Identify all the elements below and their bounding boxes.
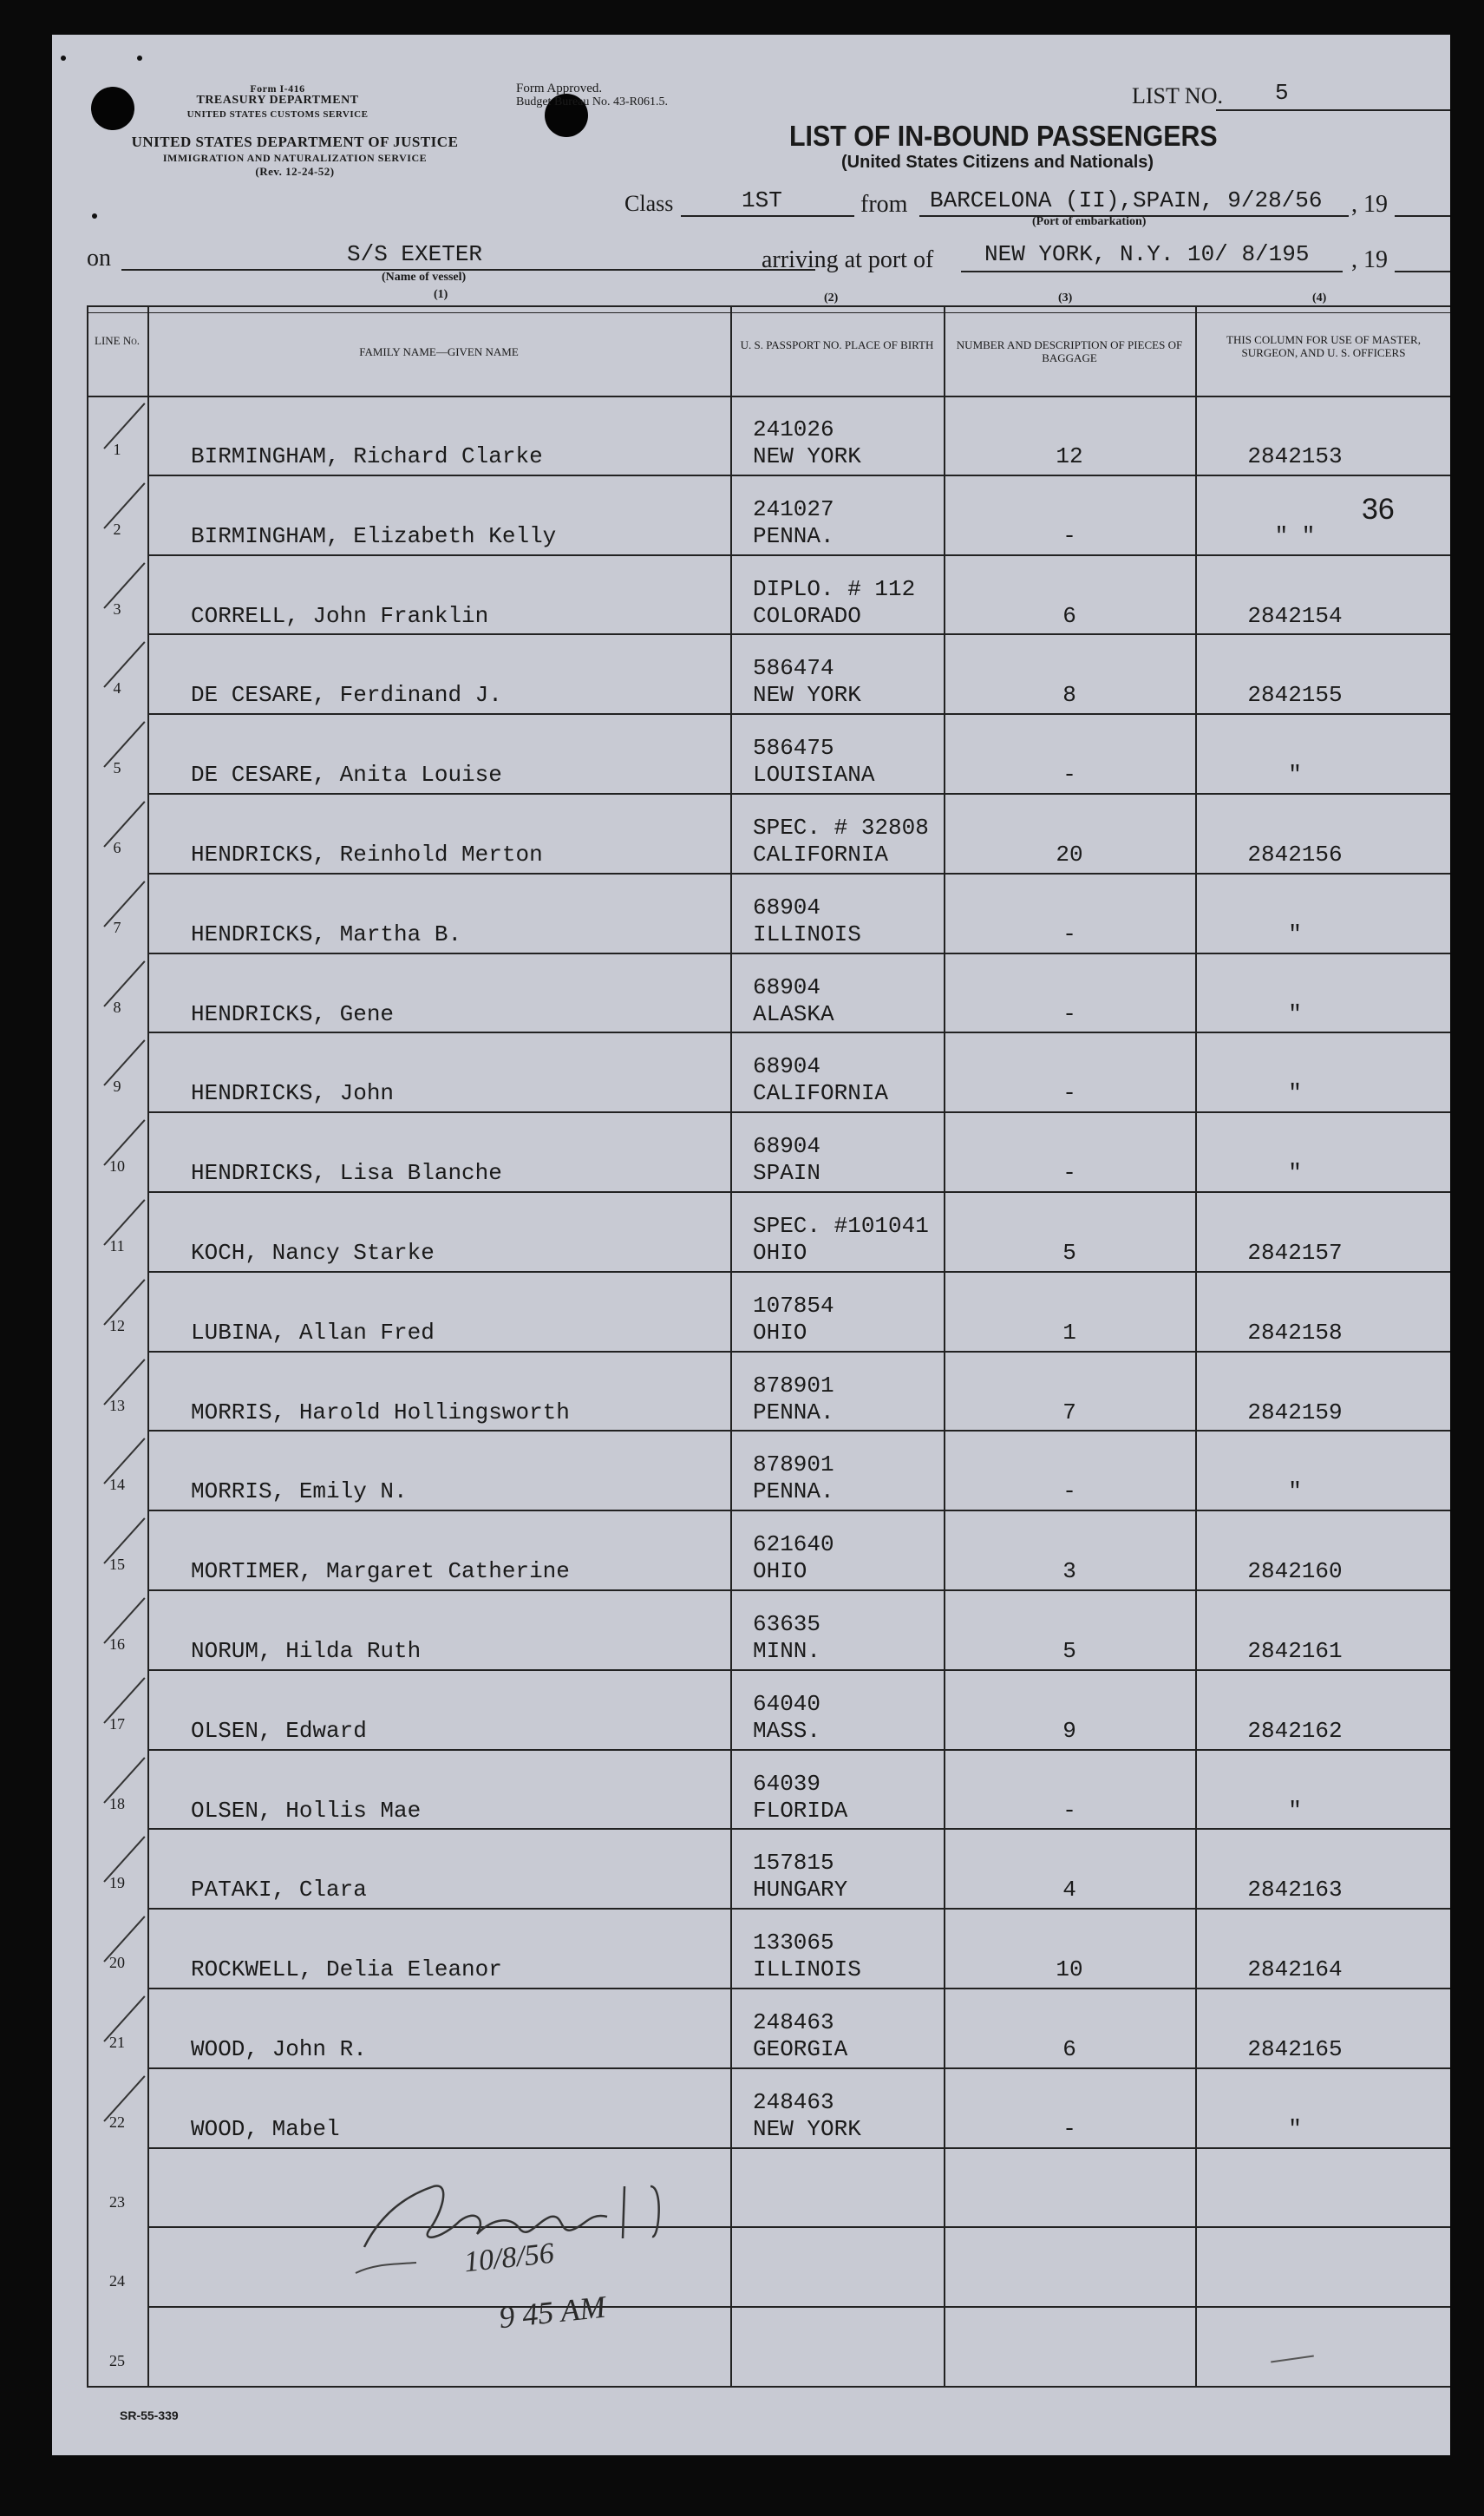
vessel-name: S/S EXETER — [347, 241, 483, 267]
officer-number: " — [1288, 1160, 1302, 1187]
place-of-birth: OHIO — [753, 1319, 807, 1346]
header-bottom-border — [87, 396, 1450, 397]
column-number-1: (1) — [434, 288, 448, 301]
baggage-count: 10 — [1056, 1956, 1083, 1983]
line-number: 23 — [109, 2192, 125, 2211]
row-divider — [147, 1669, 1450, 1671]
row-divider — [147, 2226, 1450, 2228]
place-of-birth: MINN. — [753, 1638, 821, 1664]
footer-form-code: SR-55-339 — [120, 2408, 179, 2422]
passport-number: 241026 — [753, 416, 834, 442]
officer-number: " — [1288, 1478, 1302, 1505]
line-number: 2 — [113, 520, 121, 538]
baggage-count: 8 — [1062, 682, 1076, 709]
place-of-birth: NEW YORK — [753, 682, 861, 709]
handwritten-count: 36 — [1362, 493, 1395, 526]
baggage-count: 9 — [1062, 1717, 1076, 1744]
officer-number: " — [1288, 1080, 1302, 1107]
line-number: 12 — [109, 1316, 125, 1334]
officer-number: " — [1288, 921, 1302, 947]
class-label: Class — [624, 191, 674, 216]
line-number: 13 — [109, 1396, 125, 1414]
port-of-embarkation: BARCELONA (II),SPAIN, 9/28/56 — [930, 187, 1323, 213]
row-divider — [147, 1191, 1450, 1193]
officer-number: 2842155 — [1247, 682, 1343, 709]
row-divider — [147, 1271, 1450, 1273]
passport-number: 157815 — [753, 1850, 834, 1877]
line-number: 22 — [109, 2113, 125, 2131]
form-approved: Form Approved. — [516, 82, 603, 95]
port-embarkation-label: (Port of embarkation) — [1032, 215, 1147, 228]
line-number: 1 — [113, 441, 121, 458]
line-number: 18 — [109, 1794, 125, 1812]
baggage-count: - — [1062, 2115, 1076, 2142]
passport-number: 621640 — [753, 1531, 834, 1558]
list-number-value: 5 — [1275, 80, 1289, 106]
line-number: 14 — [109, 1476, 125, 1494]
passenger-name: HENDRICKS, Reinhold Merton — [191, 842, 543, 868]
passport-number: 68904 — [753, 1053, 821, 1080]
passport-number: 586475 — [753, 735, 834, 762]
passenger-name: CORRELL, John Franklin — [191, 602, 489, 629]
passport-number: 133065 — [753, 1930, 834, 1956]
row-divider — [147, 554, 1450, 556]
passport-number: 878901 — [753, 1372, 834, 1399]
row-divider — [147, 1111, 1450, 1113]
line-number: 19 — [109, 1874, 125, 1892]
speck-mark — [61, 56, 66, 61]
baggage-count: - — [1062, 1080, 1076, 1107]
column-divider — [147, 305, 149, 2388]
place-of-birth: ILLINOIS — [753, 921, 861, 947]
place-of-birth: OHIO — [753, 1240, 807, 1266]
arriving-label: arriving at port of — [762, 246, 934, 273]
officer-number: " " — [1274, 522, 1316, 549]
officer-number: 2842158 — [1247, 1319, 1343, 1346]
row-divider — [147, 633, 1450, 635]
passport-number: 586474 — [753, 655, 834, 682]
place-of-birth: SPAIN — [753, 1160, 821, 1187]
immigration-service: IMMIGRATION AND NATURALIZATION SERVICE — [162, 152, 428, 164]
baggage-count: 6 — [1062, 602, 1076, 629]
baggage-count: - — [1062, 1478, 1076, 1505]
passenger-name: WOOD, Mabel — [191, 2115, 340, 2142]
arrival-underline — [961, 271, 1343, 272]
place-of-birth: FLORIDA — [753, 1797, 848, 1824]
vessel-name-label: (Name of vessel) — [382, 271, 467, 284]
column-number-4: (4) — [1312, 292, 1327, 305]
passenger-name: HENDRICKS, John — [191, 1080, 395, 1107]
form-revision: (Rev. 12-24-52) — [255, 165, 335, 178]
passenger-name: OLSEN, Hollis Mae — [191, 1797, 422, 1824]
line-number: 17 — [109, 1714, 125, 1733]
arrival-port-date: NEW YORK, N.Y. 10/ 8/195 — [984, 241, 1310, 267]
passport-number: SPEC. #101041 — [753, 1213, 929, 1239]
row-divider — [147, 873, 1450, 875]
customs-service: UNITED STATES CUSTOMS SERVICE — [186, 109, 369, 120]
year-suffix: , 19 — [1351, 246, 1388, 273]
officer-number: 2842161 — [1247, 1638, 1343, 1664]
year-underline — [1395, 215, 1450, 217]
place-of-birth: MASS. — [753, 1717, 821, 1744]
line-number: 10 — [109, 1157, 125, 1176]
column-number-2: (2) — [824, 292, 839, 305]
speck-mark — [137, 56, 142, 61]
header-baggage: NUMBER AND DESCRIPTION OF PIECES OF BAGGAGE — [956, 338, 1183, 364]
passenger-name: MORTIMER, Margaret Catherine — [191, 1558, 570, 1585]
passport-number: 68904 — [753, 894, 821, 921]
officer-number: " — [1288, 1000, 1302, 1027]
passenger-name: NORUM, Hilda Ruth — [191, 1638, 422, 1664]
passenger-name: MORRIS, Emily N. — [191, 1478, 408, 1505]
baggage-count: - — [1062, 762, 1076, 789]
baggage-count: - — [1062, 1797, 1076, 1824]
row-divider — [147, 2147, 1450, 2149]
passport-number: 107854 — [753, 1292, 834, 1319]
class-underline — [681, 215, 854, 217]
line-number: 21 — [109, 2034, 125, 2051]
baggage-count: 6 — [1062, 2036, 1076, 2062]
line-number: 9 — [113, 1078, 121, 1096]
on-label: on — [87, 245, 111, 272]
passport-number: 248463 — [753, 2009, 834, 2035]
passport-number: 64039 — [753, 1770, 821, 1797]
place-of-birth: CALIFORNIA — [753, 1080, 889, 1107]
passenger-name: MORRIS, Harold Hollingsworth — [191, 1399, 570, 1425]
baggage-count: 3 — [1062, 1558, 1076, 1585]
row-divider — [147, 1430, 1450, 1432]
punch-hole-left — [91, 87, 134, 130]
officer-number: 2842160 — [1247, 1558, 1343, 1585]
row-divider — [147, 1032, 1450, 1033]
officer-number: 2842154 — [1247, 602, 1343, 629]
place-of-birth: ILLINOIS — [753, 1956, 861, 1983]
vessel-underline — [121, 269, 815, 271]
passenger-name: DE CESARE, Ferdinand J. — [191, 682, 502, 709]
place-of-birth: LOUISIANA — [753, 762, 875, 789]
treasury-department: TREASURY DEPARTMENT — [196, 94, 359, 107]
baggage-count: - — [1062, 1160, 1076, 1187]
year-suffix: , 19 — [1351, 191, 1388, 218]
line-number: 5 — [113, 759, 121, 777]
row-divider — [147, 1908, 1450, 1910]
passenger-name: BIRMINGHAM, Richard Clarke — [191, 443, 543, 469]
row-divider — [147, 1510, 1450, 1511]
officer-number: 2842159 — [1247, 1399, 1343, 1425]
row-divider — [147, 713, 1450, 715]
form-number: Form I-416 — [250, 82, 305, 95]
passenger-name: HENDRICKS, Martha B. — [191, 921, 462, 947]
header-line-no: LINE No. — [95, 334, 140, 347]
passport-number: 64040 — [753, 1690, 821, 1717]
officer-number: 2842164 — [1247, 1956, 1343, 1983]
passport-number: 248463 — [753, 2088, 834, 2115]
document-sheet — [52, 35, 1450, 2455]
passport-number: SPEC. # 32808 — [753, 815, 929, 841]
row-divider — [147, 953, 1450, 954]
passport-number: 878901 — [753, 1451, 834, 1478]
passport-number: 68904 — [753, 973, 821, 1000]
place-of-birth: PENNA. — [753, 1399, 834, 1425]
column-number-3: (3) — [1058, 292, 1073, 305]
line-number: 16 — [109, 1635, 125, 1653]
passenger-name: LUBINA, Allan Fred — [191, 1319, 435, 1346]
passenger-name: WOOD, John R. — [191, 2036, 367, 2062]
officer-number: " — [1288, 762, 1302, 789]
line-number: 25 — [109, 2352, 125, 2370]
table-top-border — [87, 305, 1450, 307]
passenger-name: ROCKWELL, Delia Eleanor — [191, 1956, 502, 1983]
line-number: 7 — [113, 918, 121, 936]
place-of-birth: NEW YORK — [753, 2115, 861, 2142]
place-of-birth: OHIO — [753, 1558, 807, 1585]
place-of-birth: PENNA. — [753, 522, 834, 549]
row-divider — [147, 793, 1450, 795]
officer-number: 2842163 — [1247, 1877, 1343, 1903]
baggage-count: 1 — [1062, 1319, 1076, 1346]
passenger-name: BIRMINGHAM, Elizabeth Kelly — [191, 522, 557, 549]
officer-number: " — [1288, 2115, 1302, 2142]
passport-number: 241027 — [753, 495, 834, 522]
department-of-justice: UNITED STATES DEPARTMENT OF JUSTICE — [131, 134, 459, 150]
baggage-count: - — [1062, 1000, 1076, 1027]
passenger-name: DE CESARE, Anita Louise — [191, 762, 502, 789]
place-of-birth: HUNGARY — [753, 1877, 848, 1903]
from-label: from — [860, 191, 908, 218]
passport-number: 63635 — [753, 1611, 821, 1637]
baggage-count: 12 — [1056, 443, 1083, 469]
budget-bureau-number: Budget Bureau No. 43-R061.5. — [516, 95, 668, 108]
line-number: 24 — [109, 2272, 125, 2290]
officer-number: 2842156 — [1247, 842, 1343, 868]
place-of-birth: GEORGIA — [753, 2036, 848, 2062]
row-divider — [147, 2386, 1450, 2388]
row-divider — [147, 2306, 1450, 2308]
place-of-birth: PENNA. — [753, 1478, 834, 1505]
officer-number: 2842153 — [1247, 443, 1343, 469]
baggage-count: - — [1062, 921, 1076, 947]
row-divider — [147, 475, 1450, 476]
row-divider — [147, 1988, 1450, 1989]
passenger-name: OLSEN, Edward — [191, 1717, 367, 1744]
baggage-count: 4 — [1062, 1877, 1076, 1903]
handwritten-mark — [1271, 2355, 1314, 2363]
signature-date: 10/8/56 — [462, 2237, 556, 2279]
baggage-count: 5 — [1062, 1240, 1076, 1266]
baggage-count: 20 — [1056, 842, 1083, 868]
line-number: 3 — [113, 600, 121, 618]
signature-time: 9 45 AM — [497, 2289, 608, 2336]
passenger-name: KOCH, Nancy Starke — [191, 1240, 435, 1266]
list-number-label: LIST NO. — [1132, 83, 1223, 108]
list-number-underline — [1216, 109, 1450, 111]
speck-mark — [92, 213, 97, 219]
officer-number: 2842157 — [1247, 1240, 1343, 1266]
line-number: 8 — [113, 998, 121, 1016]
passenger-name: HENDRICKS, Lisa Blanche — [191, 1160, 502, 1187]
baggage-count: 7 — [1062, 1399, 1076, 1425]
line-number: 20 — [109, 1954, 125, 1972]
place-of-birth: NEW YORK — [753, 443, 861, 469]
officer-number: 2842165 — [1247, 2036, 1343, 2062]
line-number: 11 — [109, 1237, 125, 1255]
header-family-name: FAMILY NAME—GIVEN NAME — [359, 345, 519, 358]
header-passport: U. S. PASSPORT NO. PLACE OF BIRTH — [740, 338, 934, 351]
row-divider — [147, 1351, 1450, 1353]
officer-number: " — [1288, 1797, 1302, 1824]
header-officers: THIS COLUMN FOR USE OF MASTER, SURGEON, AND U. S. OFFICERS — [1226, 333, 1421, 359]
baggage-count: - — [1062, 522, 1076, 549]
table-top-border-inner — [87, 312, 1450, 313]
table-left-border — [87, 305, 88, 2388]
class-value: 1ST — [742, 187, 782, 213]
row-divider — [147, 1828, 1450, 1830]
row-divider — [147, 2067, 1450, 2069]
year-underline — [1395, 271, 1450, 272]
page-subtitle: (United States Citizens and Nationals) — [841, 153, 1154, 172]
passenger-name: HENDRICKS, Gene — [191, 1000, 395, 1027]
place-of-birth: CALIFORNIA — [753, 842, 889, 868]
line-number: 6 — [113, 839, 121, 856]
column-divider — [730, 305, 732, 2388]
page-title: LIST OF IN-BOUND PASSENGERS — [789, 120, 1218, 152]
row-divider — [147, 1589, 1450, 1591]
passport-number: DIPLO. # 112 — [753, 575, 916, 602]
baggage-count: 5 — [1062, 1638, 1076, 1664]
row-divider — [147, 1749, 1450, 1751]
officer-number: 2842162 — [1247, 1717, 1343, 1744]
place-of-birth: ALASKA — [753, 1000, 834, 1027]
place-of-birth: COLORADO — [753, 602, 861, 629]
passport-number: 68904 — [753, 1133, 821, 1160]
line-number: 15 — [109, 1556, 125, 1574]
line-number: 4 — [113, 679, 121, 698]
passenger-name: PATAKI, Clara — [191, 1877, 367, 1903]
